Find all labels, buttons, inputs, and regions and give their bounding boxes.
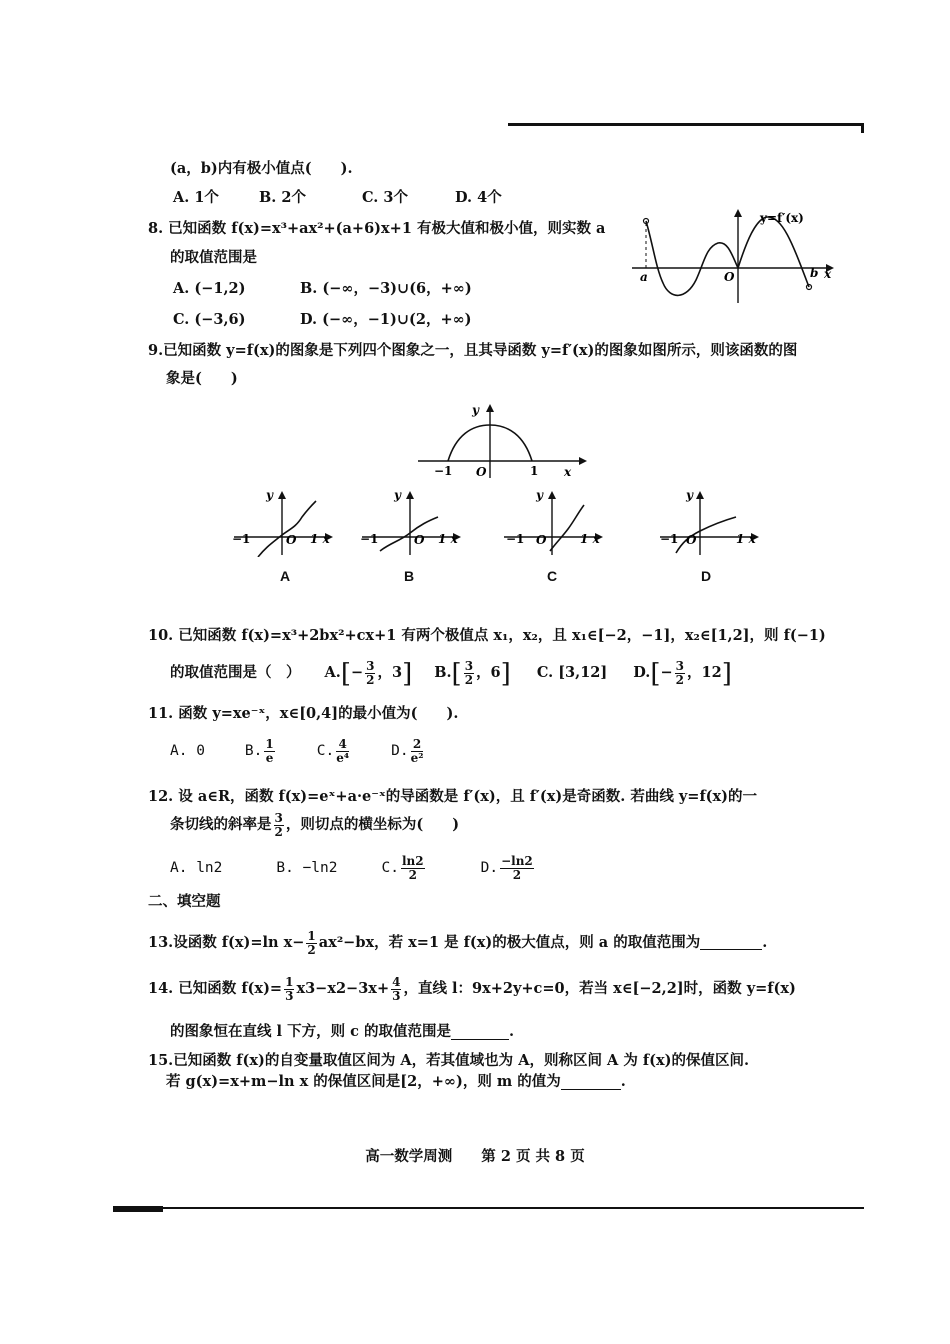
top-scan-line	[508, 123, 864, 126]
q9-d-x: 1 x	[736, 532, 756, 546]
q9-option-graph-c	[500, 487, 610, 557]
q8-option-a: A. (−1,2)	[173, 280, 246, 297]
q7-option-c: C. 3个	[362, 189, 408, 206]
q11-option-d: D. $\frac{2}{\text{e²}}$	[391, 737, 424, 765]
q12-options	[170, 855, 536, 882]
q9-b-y: y	[394, 488, 401, 502]
q9-letter-c: C	[547, 568, 558, 584]
q10-option-c: C. [3,12]	[536, 664, 608, 682]
q8-stem-line2: 的取值范围是	[170, 249, 257, 266]
q9-b-o: O	[414, 533, 425, 547]
q15-answer-blank[interactable]	[561, 1077, 621, 1090]
q9-a-x: 1 x	[310, 532, 330, 546]
bottom-scan-line	[116, 1207, 864, 1209]
q10-stem-line1: 10. 已知函数 f(x)=x³+2bx²+cx+1 有两个极值点 x₁，x₂，且 x₁∈[−2，−1]，x₂∈[1,2]，则 f(−1)	[148, 627, 826, 644]
q8-derivative-graph	[628, 205, 843, 305]
q9-d-y: y	[686, 488, 693, 502]
top-scan-line-edge	[861, 123, 864, 133]
q9-b-x: 1 x	[438, 532, 458, 546]
q9-letter-b: B	[404, 568, 415, 584]
q10-option-a: A. [ − $\frac{3}{2}$ ，3 ]	[324, 658, 413, 689]
q12-stem-line2: 条切线的斜率是 $\frac{3}{2}$ ，则切点的横坐标为( )	[170, 811, 460, 839]
q9-option-graph-b	[358, 487, 468, 557]
q9-letter-d: D	[701, 568, 712, 584]
q9-main-o: O	[476, 465, 487, 479]
q7-option-d: D. 4个	[455, 189, 502, 206]
q8-option-b: B. (−∞，−3)∪(6，+∞)	[300, 280, 472, 297]
q9-a-neg1: −1	[232, 532, 251, 546]
q9-main-neg1: −1	[434, 464, 453, 478]
q9-letter-a: A	[280, 568, 291, 584]
q12-option-b: B. −ln2	[276, 860, 338, 877]
q9-d-neg1: −1	[660, 532, 679, 546]
q11-option-c: C. $\frac{4}{\text{e⁴}}$	[316, 737, 350, 765]
q9-main-y-label: y	[472, 403, 479, 417]
q8-graph-a-label: a	[640, 270, 648, 284]
q8-stem-line1: 8. 已知函数 f(x)=x³+ax²+(a+6)x+1 有极大值和极小值，则实数 a	[148, 220, 606, 237]
q9-c-o: O	[536, 533, 547, 547]
q9-c-x: 1 x	[580, 532, 600, 546]
section-2-heading: 二、填空题	[148, 893, 221, 910]
q8-graph-b-label: b	[810, 266, 819, 280]
q13-answer-blank[interactable]	[700, 937, 762, 950]
q14-stem-line2: 的图象恒在直线 l 下方，则 c 的取值范围是 .	[170, 1023, 515, 1040]
q8-option-d: D. (−∞，−1)∪(2，+∞)	[300, 311, 472, 328]
q12-stem-line1: 12. 设 a∈R，函数 f(x)=eˣ+a·e⁻ˣ的导函数是 f′(x)，且 f′(x)是奇函数. 若曲线 y=f(x)的一	[148, 788, 758, 805]
q7-option-b: B. 2个	[259, 189, 306, 206]
q10-option-d: D. [ − $\frac{3}{2}$ ，12 ]	[633, 658, 732, 689]
q11-options	[170, 738, 425, 765]
q15-stem-line2: 若 g(x)=x+m−ln x 的保值区间是[2，+∞)，则 m 的值为 .	[166, 1073, 626, 1090]
q10-option-b: B. [ $\frac{3}{2}$ ，6 ]	[434, 658, 511, 689]
q8-graph-func-label: y=f′(x)	[760, 211, 804, 225]
q12-option-d: D. $\frac{-\ln 2}{2}$	[480, 854, 533, 882]
q9-b-neg1: −1	[360, 532, 379, 546]
q7-option-a: A. 1个	[173, 189, 219, 206]
q9-derivative-graph	[412, 398, 592, 480]
q12-option-c: C. $\frac{\ln 2}{2}$	[381, 854, 424, 882]
q9-stem-line1: 9.已知函数 y=f(x)的图象是下列四个图象之一，且其导函数 y=f′(x)的图象如图所示，则该函数的图	[148, 342, 798, 359]
q9-c-neg1: −1	[506, 532, 525, 546]
q9-stem-line2: 象是( )	[166, 370, 238, 387]
q9-option-graph-a	[230, 487, 340, 557]
q8-graph-o-label: O	[724, 270, 735, 284]
q15-stem-line1: 15.已知函数 f(x)的自变量取值区间为 A，若其值域也为 A，则称区间 A 为 f(x)的保值区间.	[148, 1052, 750, 1069]
q12-option-a: A. ln2	[170, 860, 223, 877]
q7-tail: (a，b)内有极小值点( ).	[170, 160, 353, 177]
q9-main-x: x	[564, 465, 572, 479]
q14-answer-blank[interactable]	[451, 1027, 509, 1040]
q9-c-y: y	[536, 488, 543, 502]
q9-option-graph-d	[656, 487, 766, 557]
q8-option-c: C. (−3,6)	[173, 311, 246, 328]
q9-main-pos1: 1	[530, 464, 539, 478]
q11-stem: 11. 函数 y=xe⁻ˣ，x∈[0,4]的最小值为( ).	[148, 705, 459, 722]
q9-d-o: O	[686, 533, 697, 547]
q10-stem-line2	[170, 660, 732, 687]
bottom-scan-line-mark	[113, 1206, 163, 1212]
q10-prefix: 的取值范围是（ ）	[170, 664, 301, 682]
q13-stem: 13.设函数 f(x)=ln x− $\frac{1}{2}$ ax²−bx，若 x=1 是 f(x)的极大值点，则 a 的取值范围为 .	[148, 929, 768, 957]
q9-a-y: y	[266, 488, 273, 502]
q11-option-a: A. 0	[170, 743, 205, 760]
q8-graph-x-label: x	[824, 267, 832, 281]
q14-stem-line1: 14. 已知函数 f(x)= $\frac{1}{3}$ x3−x2−3x+ $\frac{4}{3}$ ，直线 l：9x+2y+c=0，若当 x∈[−2,2]时，函数 y=f(x)	[148, 975, 796, 1003]
q9-a-o: O	[286, 533, 297, 547]
page-footer: 高一数学周测 第 2 页 共 8 页	[365, 1148, 585, 1165]
q11-option-b: B. $\frac{1}{e}$	[244, 737, 274, 765]
